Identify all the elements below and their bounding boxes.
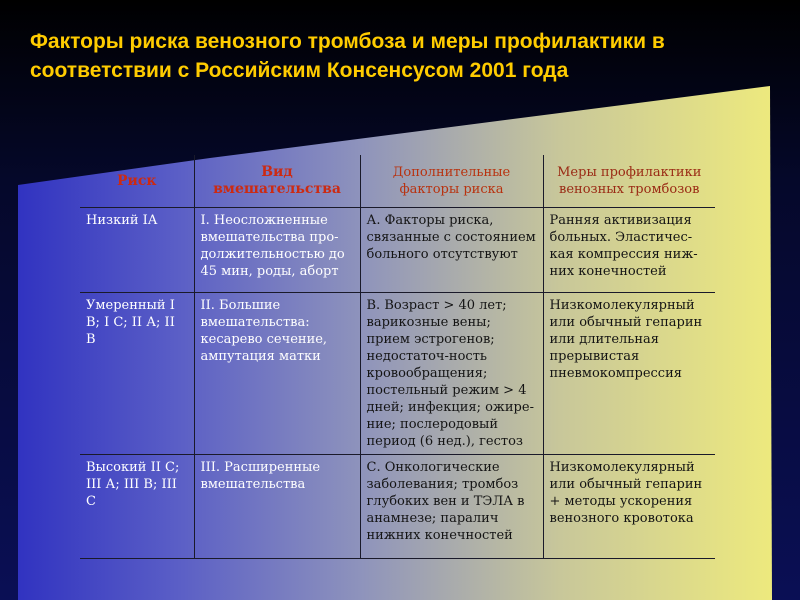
table-row	[80, 208, 715, 293]
header-intervention: Вид вмешательства	[194, 155, 360, 208]
table-header-row	[80, 155, 715, 208]
header-factors: Дополнительные факторы риска	[360, 155, 543, 208]
cell-factors: А. Факторы риска, связанные с состоянием больного отсутствуют	[360, 208, 543, 293]
cell-prevention: Низкомолекулярный или обычный гепарин + методы ускорения венозного кровотока	[543, 455, 715, 559]
table-row	[80, 455, 715, 559]
header-risk: Риск	[80, 155, 194, 208]
cell-prevention: Низкомолекулярный или обычный гепарин или длительная прерывистая пневмокомпрессия	[543, 293, 715, 455]
cell-intervention: III. Расширенные вмешательства	[194, 455, 360, 559]
cell-risk: Умеренный I В; I С; II А; II В	[80, 293, 194, 455]
cell-risk: Высокий II С; III А; III В; III С	[80, 455, 194, 559]
slide-title: Факторы риска венозного тромбоза и меры профилактики в соответствии с Российским Консенсусом 2001 года	[30, 30, 665, 82]
risk-table	[80, 155, 715, 559]
header-prevention: Меры профилактики венозных тромбозов	[543, 155, 715, 208]
cell-intervention: II. Большие вмешательства: кесарево сечение, ампутация матки	[194, 293, 360, 455]
cell-factors: В. Возраст > 40 лет; варикозные вены; прием эстрогенов; недостаточ-ность кровообращения; постельный режим > 4 дней; инфекция; ожире-ние; послеродовый период (6 нед.), гестоз	[360, 293, 543, 455]
cell-intervention: I. Неосложненные вмешательства про-должительностью до 45 мин, роды, аборт	[194, 208, 360, 293]
cell-factors: С. Онкологические заболевания; тромбоз глубоких вен и ТЭЛА в анамнезе; паралич нижних конечностей	[360, 455, 543, 559]
cell-prevention: Ранняя активизация больных. Эластичес-кая компрессия ниж-них конечностей	[543, 208, 715, 293]
cell-risk: Низкий IA	[80, 208, 194, 293]
table-row	[80, 293, 715, 455]
